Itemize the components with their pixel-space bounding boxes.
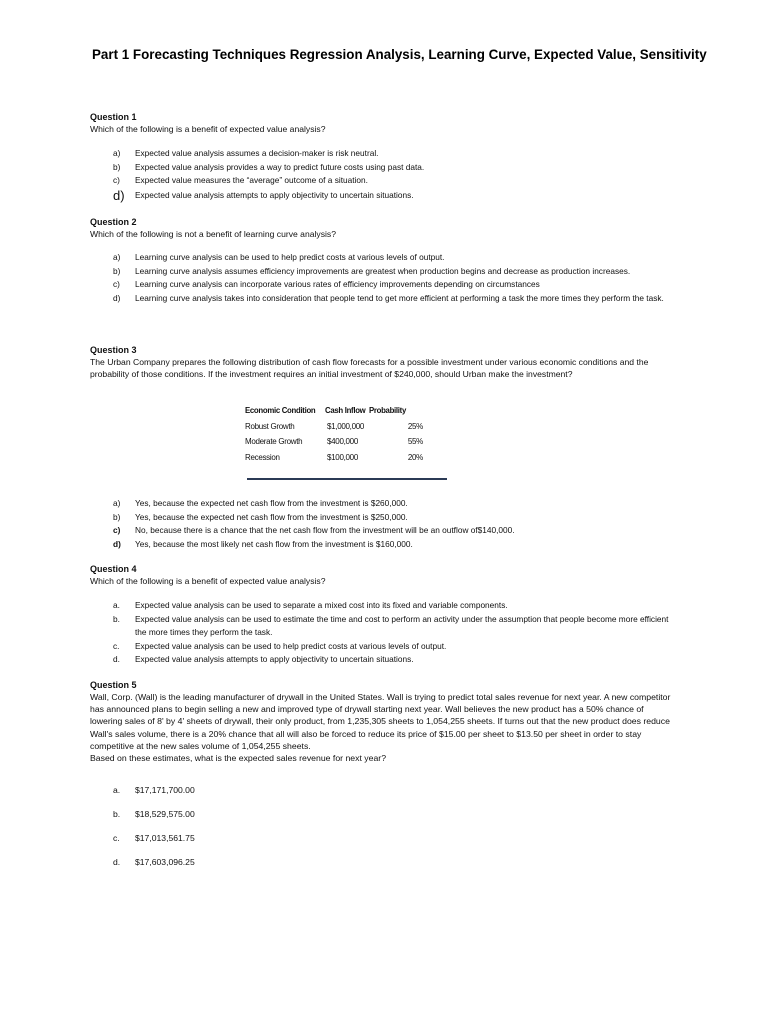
option-label: c. (113, 833, 120, 843)
option-a[interactable] (113, 147, 673, 161)
option-b[interactable] (113, 265, 673, 279)
option-text: Expected value analysis assumes a decision-maker is risk neutral. (135, 148, 379, 158)
option-a[interactable] (113, 599, 673, 613)
table-cell: Recession (245, 452, 280, 462)
table-header-row (245, 403, 445, 419)
question-1-options (113, 147, 673, 202)
option-c[interactable] (113, 640, 673, 654)
option-label: b. (113, 613, 120, 624)
table-header: Cash Inflow (325, 406, 366, 416)
question-prompt: The Urban Company prepares the following distribution of cash flow forecasts for a possible investment under various economic conditions and the probability of those conditions. If the investment requires an initial investment of $240,000, should Urban make the investment? (90, 357, 649, 379)
question-2-options (113, 251, 673, 305)
option-a[interactable] (113, 497, 673, 511)
page-title: Part 1 Forecasting Techniques Regression Analysis, Learning Curve, Expected Value, Sensitivity (92, 47, 707, 62)
question-4 (90, 563, 690, 587)
option-label: d) (113, 538, 121, 549)
table-cell: 20% (407, 452, 423, 462)
table-row (245, 450, 445, 466)
option-a[interactable] (113, 778, 673, 802)
question-prompt-followup: Based on these estimates, what is the expected sales revenue for next year? (90, 753, 387, 764)
option-text: Expected value analysis can be used to estimate the time and cost to perform an activity under the assumption that people become more efficient the more times they perform the task. (135, 613, 669, 637)
question-heading: Question 3 (90, 345, 137, 355)
option-d[interactable] (113, 292, 673, 306)
option-text: Expected value analysis can be used to separate a mixed cost into its fixed and variable components. (135, 600, 508, 610)
table-header: Probability (369, 406, 406, 416)
cash-flow-table (245, 403, 445, 465)
option-text: Expected value analysis provides a way to predict future costs using past data. (135, 161, 425, 172)
question-prompt: Wall, Corp. (Wall) is the leading manufacturer of drywall in the United States. Wall is trying to predict total sales revenue for next year. A new competitor has announced plans to begin selling a new and improved type of drywall starting next year. Wall believes the new product has a 50% chance of lowering sales of 8' by 4' sheets of drywall, their only product, from 1,235,305 sheets to 1,054,255 sheets. If turns out that the new product does reduce Wall's sales volume, there is a 20% chance that all will also be forced to reduce its price of $15.00 per sheet to $13.50 per sheet in order to stay competitive at the new sales volume of 1,054,255 sheets. (90, 692, 671, 751)
question-heading: Question 5 (90, 680, 137, 690)
option-d[interactable] (113, 653, 673, 667)
option-text: $17,603,096.25 (135, 857, 195, 867)
question-prompt: Which of the following is not a benefit of learning curve analysis? (90, 229, 337, 239)
option-text: Yes, because the expected net cash flow from the investment is $250,000. (135, 511, 408, 522)
option-text: Expected value measures the “average” outcome of a situation. (135, 175, 368, 185)
option-text: Expected value analysis attempts to apply objectivity to uncertain situations. (135, 654, 414, 664)
option-label: b) (113, 511, 121, 522)
option-label: d. (113, 857, 121, 867)
option-label: d. (113, 654, 120, 664)
option-label: b) (113, 161, 121, 172)
question-3-options (113, 497, 673, 551)
question-4-options (113, 599, 673, 667)
table-divider (247, 478, 447, 480)
option-b[interactable] (113, 802, 673, 826)
option-text: Learning curve analysis assumes efficiency improvements are greatest when production begins and decrease as production increases. (135, 265, 631, 276)
option-label: b. (113, 809, 121, 819)
option-label: b) (113, 265, 121, 276)
table-row (245, 434, 445, 450)
option-label: d) (113, 292, 121, 303)
question-heading: Question 2 (90, 217, 137, 227)
option-label: a. (113, 785, 121, 795)
question-5 (90, 679, 675, 764)
option-text: Expected value analysis attempts to apply objectivity to uncertain situations. (135, 189, 414, 200)
option-c[interactable] (113, 174, 673, 188)
option-text: No, because there is a chance that the net cash flow from the investment will be an outflow of$140,000. (135, 525, 515, 535)
option-text: Learning curve analysis takes into consideration that people tend to get more efficient at performing a task the more times they perform the task. (135, 292, 664, 303)
question-2 (90, 216, 690, 240)
option-label: a) (113, 498, 121, 508)
option-text: Learning curve analysis can incorporate various rates of efficiency improvements depending on circumstances (135, 279, 540, 289)
option-c[interactable] (113, 826, 673, 850)
option-b[interactable] (113, 613, 673, 640)
table-cell: Moderate Growth (245, 437, 303, 447)
option-label: a) (113, 148, 121, 158)
option-label: c) (113, 525, 121, 535)
option-text: $17,171,700.00 (135, 785, 195, 795)
option-text: $17,013,561.75 (135, 833, 195, 843)
question-5-options (113, 778, 673, 874)
option-d[interactable] (113, 538, 673, 552)
question-3 (90, 344, 680, 380)
option-d[interactable] (113, 189, 673, 203)
option-b[interactable] (113, 511, 673, 525)
question-prompt: Which of the following is a benefit of expected value analysis? (90, 576, 326, 586)
option-text: Learning curve analysis can be used to help predict costs at various levels of output. (135, 252, 445, 262)
question-heading: Question 4 (90, 564, 137, 574)
option-label: d) (113, 187, 125, 203)
option-d[interactable] (113, 850, 673, 874)
option-label: a. (113, 600, 120, 610)
option-b[interactable] (113, 161, 673, 175)
option-label: c. (113, 640, 120, 651)
question-heading: Question 1 (90, 112, 137, 122)
option-label: c) (113, 279, 120, 289)
table-cell: $1,000,000 (327, 421, 365, 431)
table-cell: $100,000 (327, 452, 358, 462)
option-c[interactable] (113, 278, 673, 292)
table-cell: 55% (407, 437, 423, 447)
table-header: Economic Condition (245, 406, 316, 416)
option-label: a) (113, 252, 121, 262)
table-cell: $400,000 (327, 437, 358, 447)
option-text: Expected value analysis can be used to help predict costs at various levels of output. (135, 640, 447, 651)
option-label: c) (113, 175, 120, 185)
table-row (245, 419, 445, 435)
table-cell: Robust Growth (245, 421, 295, 431)
option-c[interactable] (113, 524, 673, 538)
option-text: Yes, because the expected net cash flow from the investment is $260,000. (135, 498, 408, 508)
question-prompt: Which of the following is a benefit of expected value analysis? (90, 124, 326, 134)
option-a[interactable] (113, 251, 673, 265)
option-text: $18,529,575.00 (135, 809, 195, 819)
option-text: Yes, because the most likely net cash flow from the investment is $160,000. (135, 538, 413, 549)
question-1 (90, 111, 690, 135)
table-cell: 25% (407, 421, 423, 431)
